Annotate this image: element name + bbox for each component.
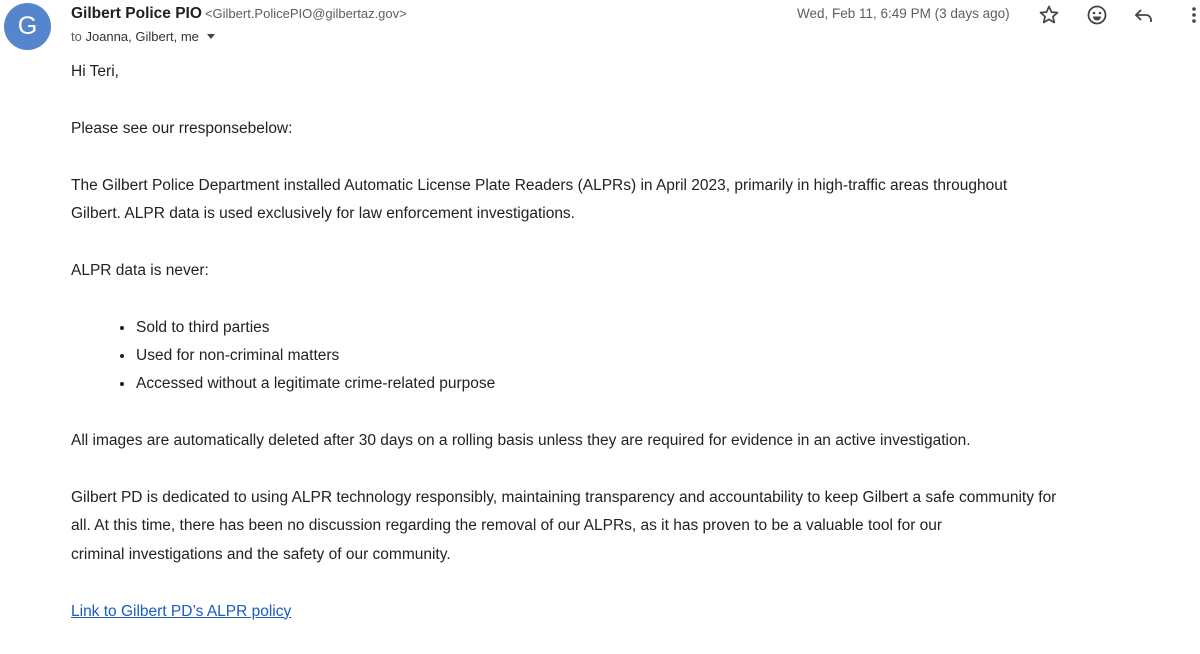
recipients-line: [71, 29, 215, 44]
sender-email: <Gilbert.PolicePIO@gilbertaz.gov>: [204, 6, 407, 21]
greeting: Hi Teri,: [71, 63, 119, 80]
policy-link-paragraph: [71, 598, 1056, 626]
sender-name[interactable]: Gilbert Police PIO: [71, 5, 202, 22]
email-date: Wed, Feb 11, 6:49 PM (3 days ago): [797, 6, 1010, 21]
line: criminal investigations and the safety of our community.: [71, 545, 451, 563]
paragraph-commitment: [71, 484, 1056, 569]
paragraph-retention: All images are automatically deleted after 30 days on a rolling basis unless they are required for evidence in an active investigation.: [71, 432, 971, 450]
line: Gilbert PD is dedicated to using ALPR technology responsibly, maintaining transparency and accountability to keep Gilbert a safe community for: [71, 489, 1057, 506]
line: Gilbert. ALPR data is used exclusively for law enforcement investigations.: [71, 205, 575, 222]
list-item: • Used for non-criminal matters: [135, 342, 1056, 370]
sender-avatar[interactable]: G: [4, 3, 51, 50]
details-dropdown-icon[interactable]: [207, 34, 215, 39]
star-icon[interactable]: [1037, 3, 1061, 27]
to-prefix: to: [71, 29, 82, 44]
list-item: • Accessed without a legitimate crime-related purpose: [135, 370, 1056, 398]
paragraph-install: [71, 172, 1056, 229]
reply-icon[interactable]: [1132, 3, 1156, 27]
email-body: [71, 58, 1056, 654]
sender-line: [71, 5, 407, 23]
alpr-policy-link[interactable]: Link to Gilbert PD’s ALPR policy: [71, 602, 292, 620]
recipients: Joanna, Gilbert, me: [85, 29, 199, 44]
intro: Please see our rresponsebelow:: [71, 119, 293, 137]
never-list: [71, 314, 1056, 399]
line: The Gilbert Police Department installed Automatic License Plate Readers (ALPRs) in April 2023, primarily in high-traffic areas throughout: [71, 176, 1008, 194]
line: all. At this time, there has been no discussion regarding the removal of our ALPRs, as it has proven to be a valuable tool for our: [71, 517, 943, 535]
list-item: • Sold to third parties: [135, 314, 1056, 342]
more-vert-icon[interactable]: [1182, 3, 1200, 27]
never-heading: ALPR data is never:: [71, 261, 209, 279]
emoji-icon[interactable]: [1085, 3, 1109, 27]
